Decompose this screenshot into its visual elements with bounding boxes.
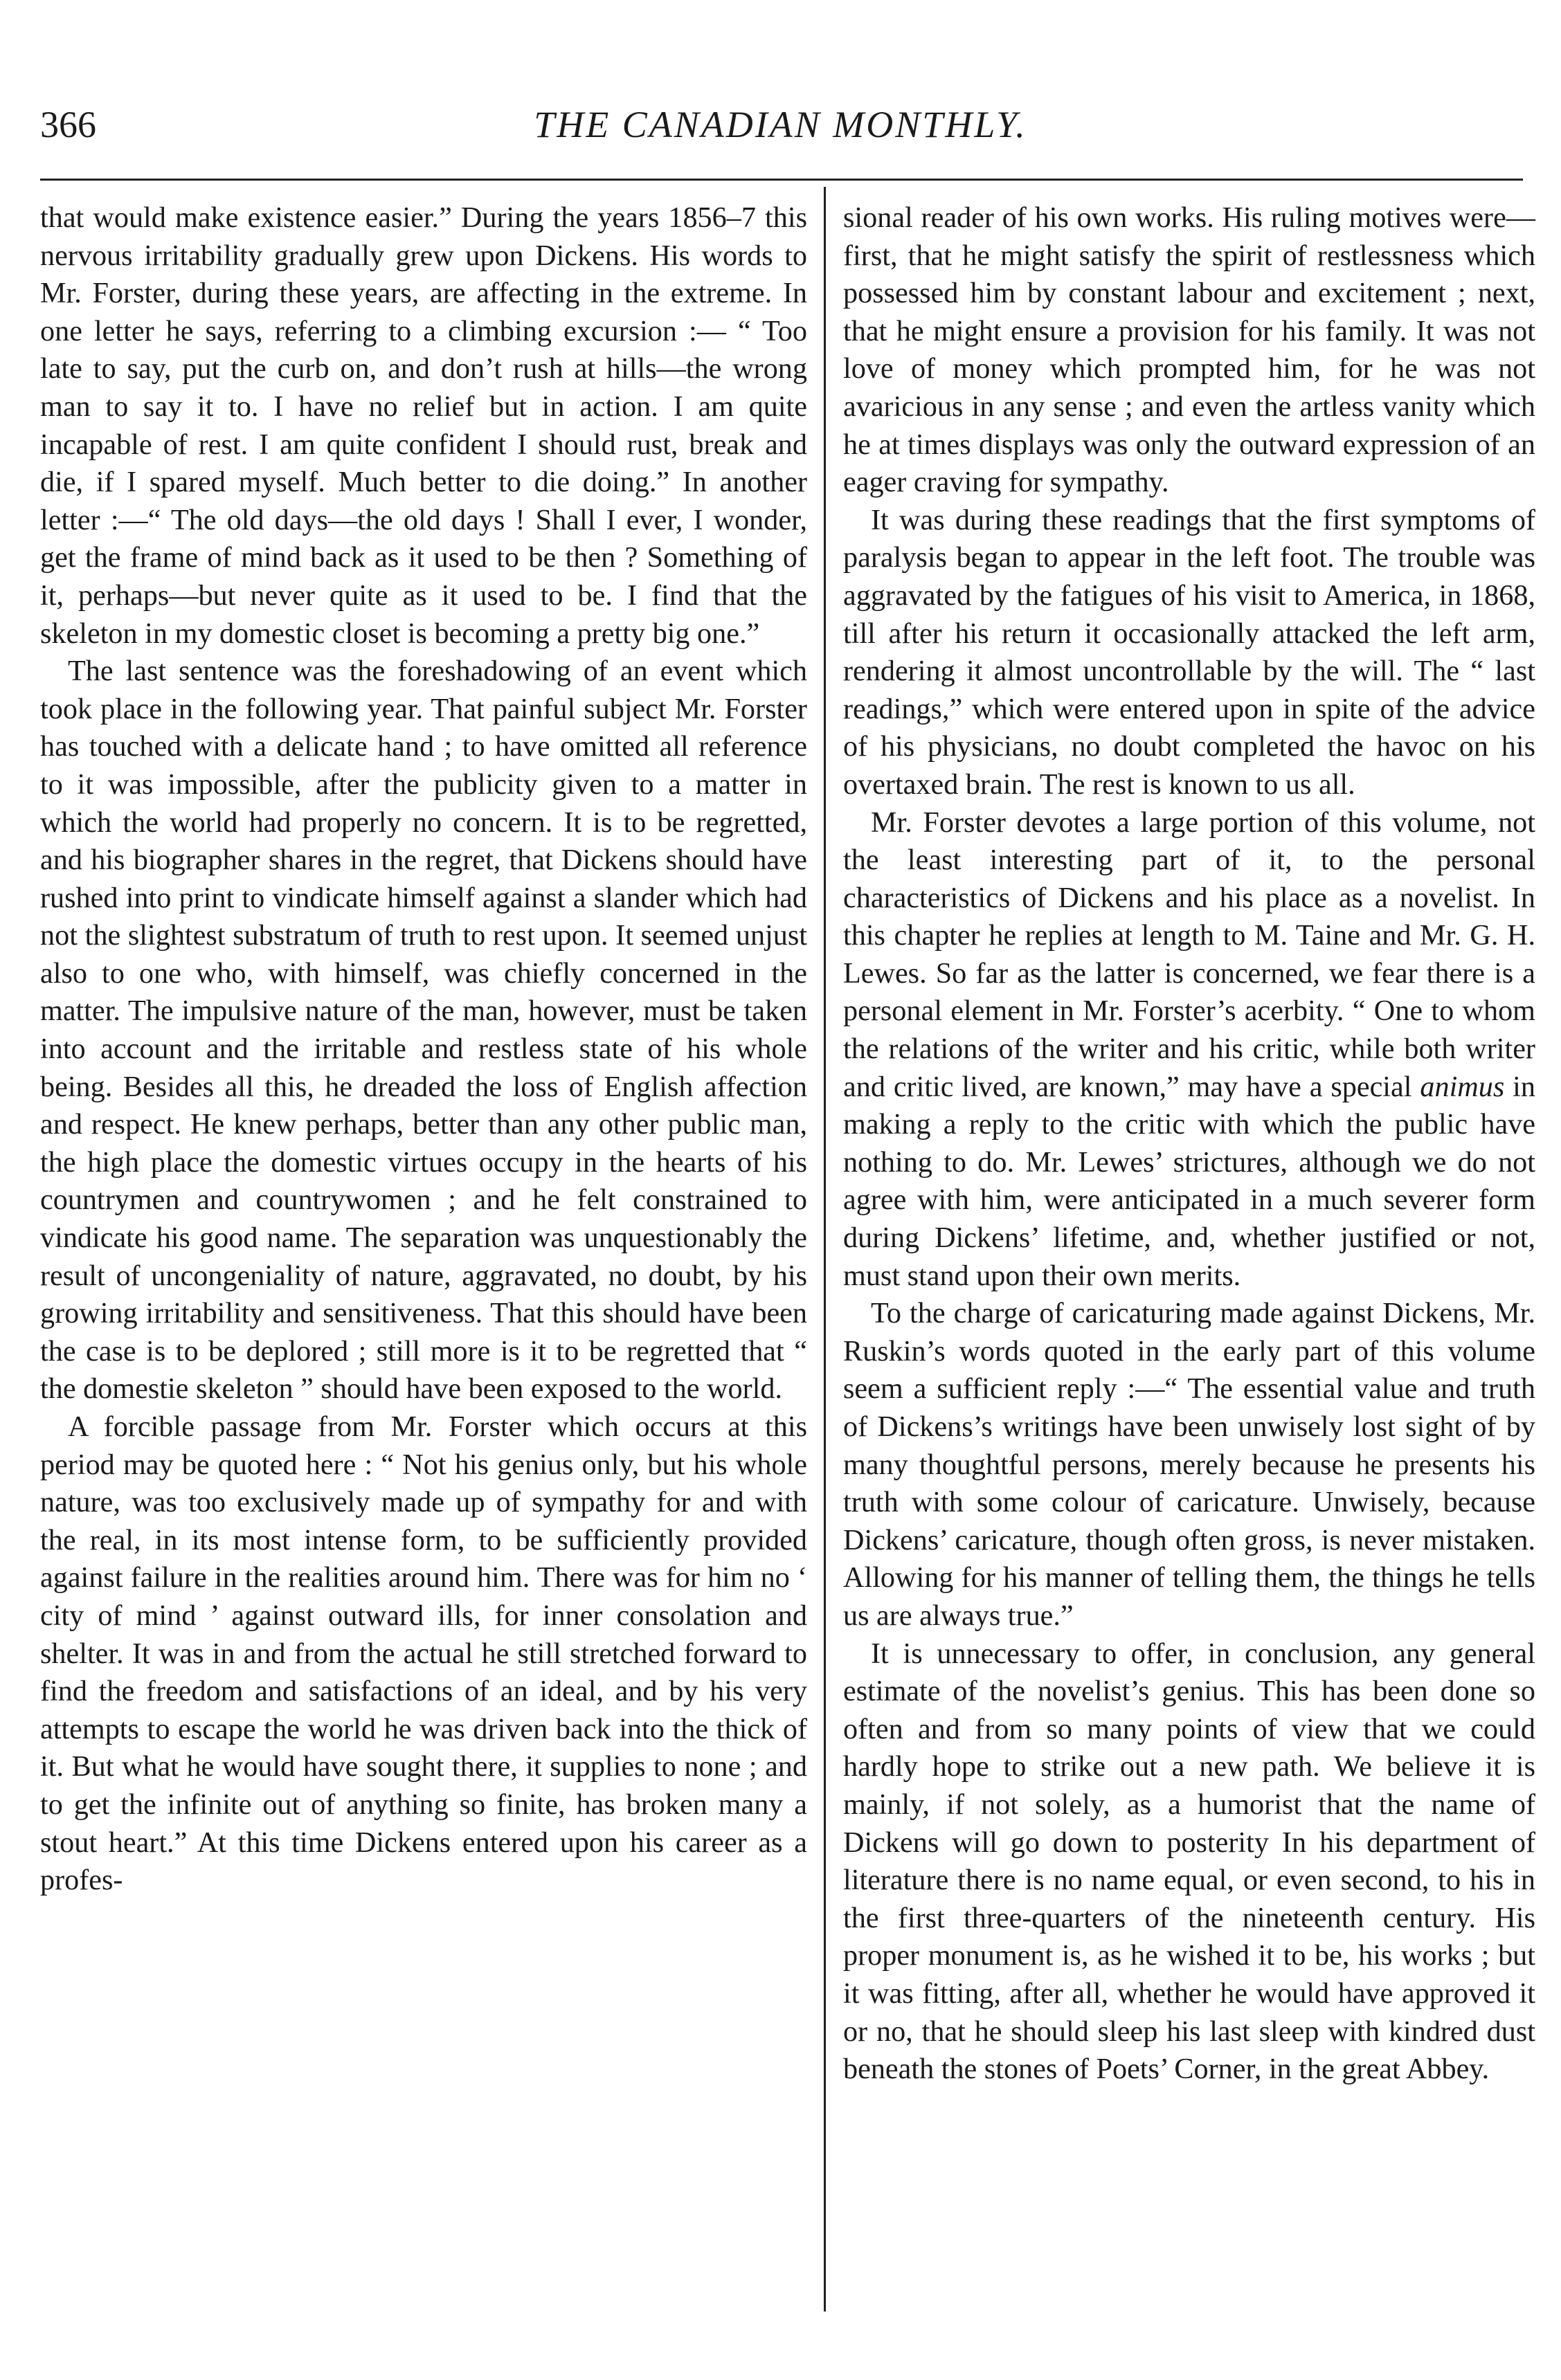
italic-word: animus: [1420, 1070, 1505, 1103]
paragraph: that would make existence easier.” During the years 1856–7 this nervous irritability gradually grew upon Dickens. His words to Mr. Forster, during these years, are affecting in the extreme. In one letter he says, referring to a climbing excursion :— “ Too late to say, put the curb on, and don’t rush at hills—the wrong man to say it to. I have no relief but in action. I am quite incapable of rest. I am quite confident I should rust, break and die, if I spared myself. Much better to die doing.” In another letter :—“ The old days—the old days ! Shall I ever, I wonder, get the frame of mind back as it used to be then ? Something of it, perhaps—but never quite as it used to be. I find that the skeleton in my domestic closet is becoming a pretty big one.”: [40, 201, 807, 650]
header-rule: [40, 179, 1523, 181]
left-column: [40, 199, 807, 1900]
paragraph-text: in making a reply to the critic with which the public have nothing to do. Mr. Lewes’ strictures, although we do not agree with him, were anticipated in a much severer form during Dickens’ lifetime, and, whether justified or not, must stand upon their own merits.: [843, 1070, 1535, 1292]
paragraph: It was during these readings that the first symptoms of paralysis began to appear in the left foot. The trouble was aggravated by the fatigues of his visit to America, in 1868, till after his return it occasionally attacked the left arm, rendering it almost uncontrollable by the will. The “ last readings,” which were entered upon in spite of the advice of his physicians, no doubt completed the havoc on his overtaxed brain. The rest is known to us all.: [843, 503, 1535, 801]
paragraph: The last sentence was the foreshadowing of an event which took place in the following year. That painful subject Mr. Forster has touched with a delicate hand ; to have omitted all reference to it was impossible, after the publicity given to a matter in which the world had properly no concern. It is to be regretted, and his biographer shares in the regret, that Dickens should have rushed into print to vindicate himself against a slander which had not the slightest substratum of truth to rest upon. It seemed unjust also to one who, with himself, was chiefly concerned in the matter. The impulsive nature of the man, however, must be taken into account and the irritable and restless state of his whole being. Besides all this, he dreaded the loss of English affection and respect. He knew perhaps, better than any other public man, the high place the domestic virtues occupy in the hearts of his countrymen and countrywomen ; and he felt constrained to vindicate his good name. The separation was unquestionably the result of uncongeniality of nature, aggravated, no doubt, by his growing irritability and sensitiveness. That this should have been the case is to be deplored ; still more is it to be regretted that “ the domestie skeleton ” should have been exposed to the world.: [40, 655, 807, 1406]
right-column: [843, 199, 1535, 2089]
paragraph: It is unnecessary to offer, in conclusion, any general estimate of the novelist’s genius. This has been done so often and from so many points of view that we could hardly hope to strike out a new path. We believe it is mainly, if not solely, as a humorist that the name of Dickens will go down to posterity In his department of literature there is no name equal, or even second, to his in the first three-quarters of the nineteenth century. His proper monument is, as he wished it to be, his works ; but it was fitting, after all, whether he would have approved it or no, that he should sleep his last sleep with kindred dust beneath the stones of Poets’ Corner, in the great Abbey.: [843, 1637, 1535, 2086]
paragraph: To the charge of caricaturing made against Dickens, Mr. Ruskin’s words quoted in the early part of this volume seem a sufficient reply :—“ The essential value and truth of Dickens’s writings have been unwisely lost sight of by many thoughtful persons, merely because he presents his truth with some colour of caricature. Unwisely, because Dickens’ caricature, though often gross, is never mistaken. Allowing for his manner of telling them, the things he tells us are always true.”: [843, 1297, 1535, 1632]
paragraph: sional reader of his own works. His ruling motives were—first, that he might satisfy the spirit of restlessness which possessed him by constant labour and excitement ; next, that he might ensure a provision for his family. It was not love of money which prompted him, for he was not avaricious in any sense ; and even the artless vanity which he at times displays was only the outward expression of an eager craving for sympathy.: [843, 201, 1535, 499]
page-number: 366: [40, 104, 96, 145]
paragraph: [843, 804, 1535, 1296]
paragraph: A forcible passage from Mr. Forster which occurs at this period may be quoted here : “ Not his genius only, but his whole nature, was too exclusively made up of sympathy for and with the real, in its most intense form, to be sufficiently provided against failure in the realities around him. There was for him no ‘ city of mind ’ against outward ills, for inner consolation and shelter. It was in and from the actual he still stretched forward to find the freedom and satisfactions of an ideal, and by his very attempts to escape the world he was driven back into the thick of it. But what he would have sought there, it supplies to none ; and to get the infinite out of anything so finite, has broken many a stout heart.” At this time Dickens entered upon his career as a profes-: [40, 1410, 807, 1897]
paragraph-text: Mr. Forster devotes a large portion of this volume, not the least interesting part of it, to the personal characteristics of Dickens and his place as a novelist. In this chapter he replies at length to M. Taine and Mr. G. H. Lewes. So far as the latter is concerned, we fear there is a personal element in Mr. Forster’s acerbity. “ One to whom the relations of the writer and his critic, while both writer and critic lived, are known,” may have a special: [843, 806, 1535, 1103]
column-divider: [824, 187, 826, 2311]
running-head: THE CANADIAN MONTHLY.: [534, 104, 1027, 145]
